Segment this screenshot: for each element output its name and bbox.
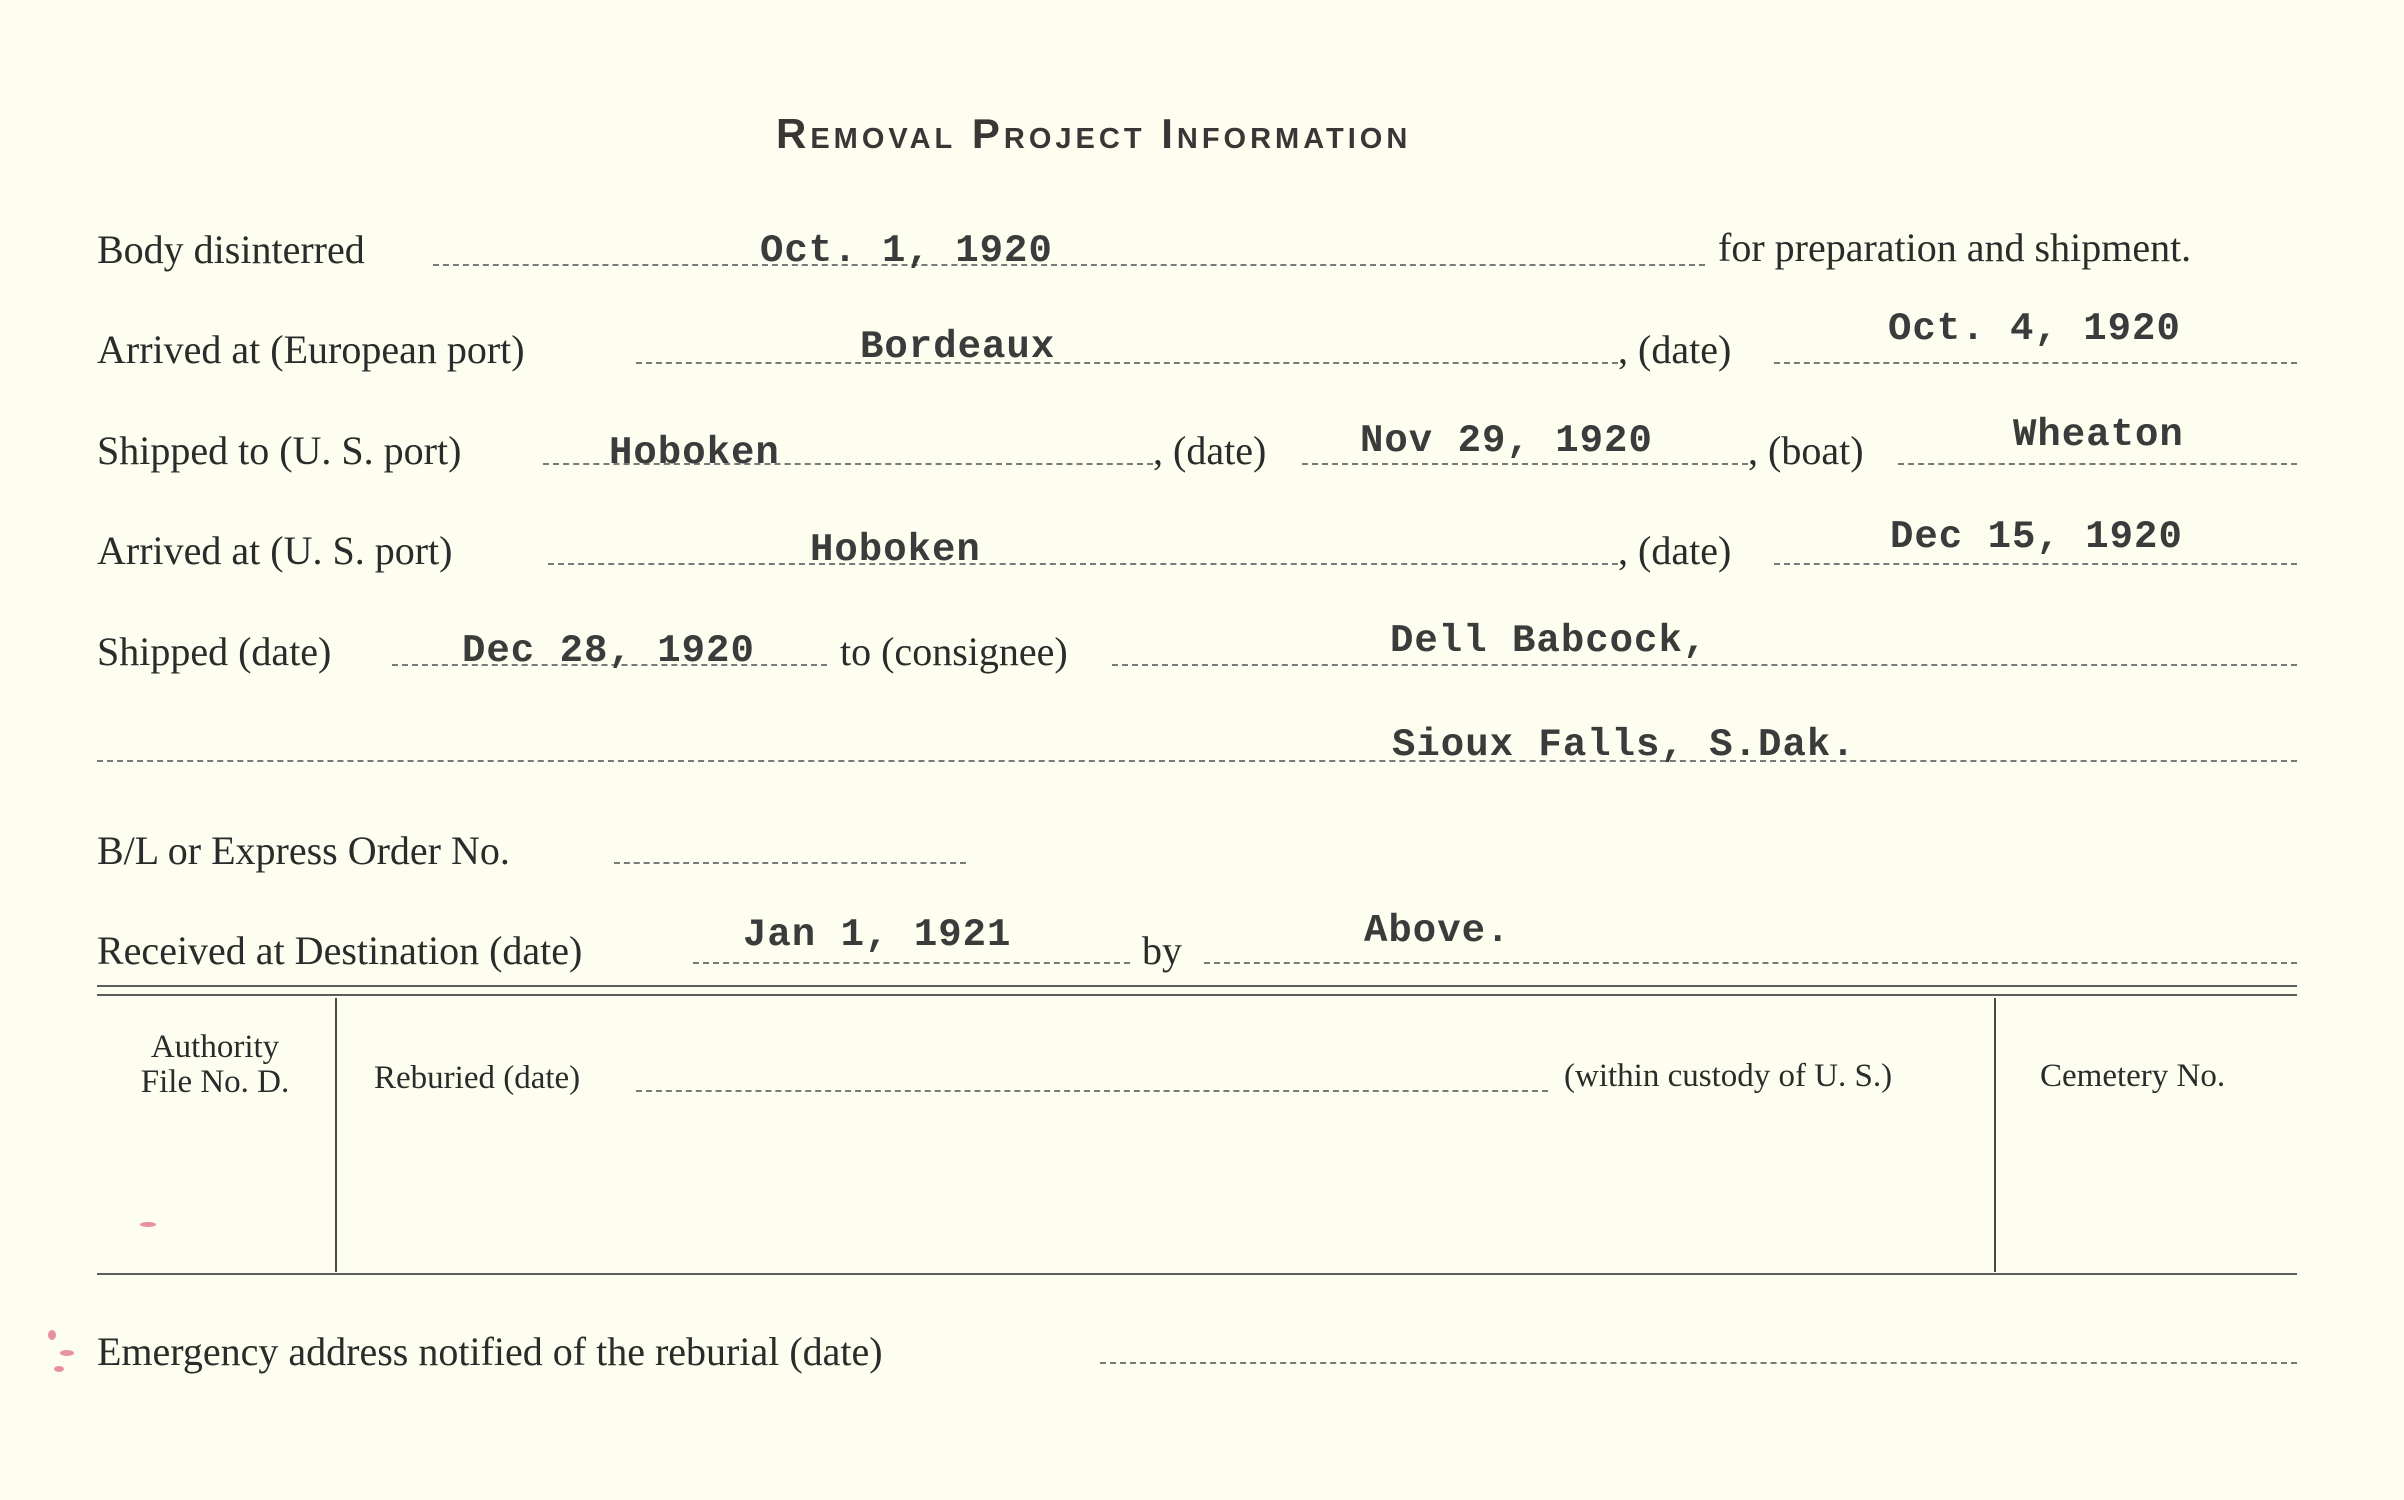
body-disinterred-line (433, 264, 1705, 266)
us-arrived-port-label: Arrived at (U. S. port) (97, 528, 453, 573)
ink-mark (140, 1222, 156, 1227)
table-top-rule-1 (97, 985, 2297, 987)
consignee-name-value: Dell Babcock, (1390, 619, 1708, 663)
emergency-address-label: Emergency address notified of the reburial (date) (97, 1329, 883, 1374)
boat-value: Wheaton (2013, 413, 2184, 457)
us-shipped-port-value: Hoboken (609, 431, 780, 475)
consignee-address-value: Sioux Falls, S.Dak. (1392, 723, 1856, 767)
card-title: Removal Project Information (776, 110, 1412, 157)
european-date-line (1774, 362, 2297, 364)
table-bottom-rule (97, 1273, 2297, 1275)
european-port-label: Arrived at (European port) (97, 327, 525, 372)
ink-mark (60, 1350, 74, 1356)
emergency-address-line (1100, 1362, 2297, 1364)
shipped-date-label: Shipped (date) (97, 629, 332, 674)
table-divider-left (335, 998, 337, 1272)
authority-line-2: File No. D. (140, 1063, 290, 1100)
body-disinterred-value: Oct. 1, 1920 (760, 229, 1053, 273)
received-by-label: by (1142, 928, 1182, 973)
us-shipped-date-value: Nov 29, 1920 (1360, 419, 1653, 463)
table-top-rule-2 (97, 994, 2297, 996)
boat-line (1898, 463, 2297, 465)
custody-label: (within custody of U. S.) (1564, 1058, 1893, 1094)
authority-file-header (100, 1030, 330, 1099)
us-arrived-port-value: Hoboken (810, 528, 981, 572)
received-by-line (1204, 962, 2297, 964)
bl-order-line (614, 862, 966, 864)
reburied-date-line (636, 1090, 1548, 1092)
received-date-value: Jan 1, 1921 (743, 913, 1012, 957)
us-arrived-date-value: Dec 15, 1920 (1890, 515, 2183, 559)
boat-label: , (boat) (1748, 428, 1864, 473)
european-date-value: Oct. 4, 1920 (1888, 307, 2181, 351)
us-shipped-date-line (1302, 463, 1748, 465)
received-date-label: Received at Destination (date) (97, 928, 583, 973)
shipped-date-value: Dec 28, 1920 (462, 629, 755, 673)
ink-mark (54, 1366, 64, 1372)
european-port-value: Bordeaux (860, 325, 1056, 369)
received-date-line (693, 962, 1130, 964)
consignee-label: to (consignee) (840, 629, 1068, 674)
reburied-date-label: Reburied (date) (374, 1060, 581, 1096)
table-divider-right (1994, 998, 1996, 1272)
us-arrived-port-line (548, 563, 1618, 565)
bl-order-label: B/L or Express Order No. (97, 828, 510, 873)
consignee-line (1112, 664, 2297, 666)
body-disinterred-label: Body disinterred (97, 227, 365, 272)
european-date-label: , (date) (1618, 327, 1732, 372)
ink-mark (48, 1330, 56, 1340)
preparation-suffix: for preparation and shipment. (1718, 225, 2192, 270)
us-shipped-date-label: , (date) (1153, 428, 1267, 473)
us-shipped-port-label: Shipped to (U. S. port) (97, 428, 462, 473)
consignee-address-line (97, 760, 2297, 762)
european-port-line (636, 362, 1618, 364)
authority-line-1: Authority (150, 1029, 280, 1065)
received-by-value: Above. (1364, 909, 1511, 953)
us-arrived-date-line (1774, 563, 2297, 565)
cemetery-number-header: Cemetery No. (2040, 1058, 2226, 1094)
us-arrived-date-label: , (date) (1618, 528, 1732, 573)
